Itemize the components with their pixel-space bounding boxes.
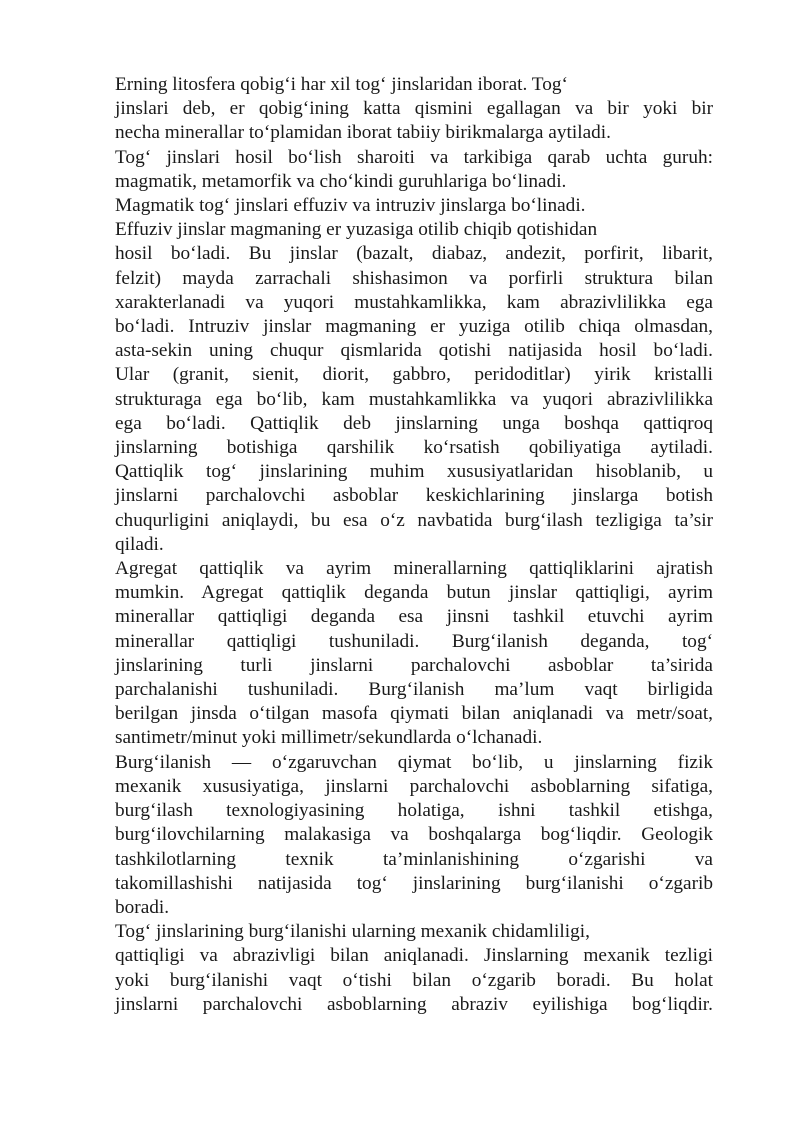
text-line: jinslarning botishiga qarshilik ko‘rsatish qobiliyatiga aytiladi. <box>115 437 713 459</box>
text-line: berilgan jinsda o‘tilgan masofa qiymati bilan aniqlanadi va metr/soat, <box>115 703 713 725</box>
text-line: takomillashishi natijasida tog‘ jinslarining burg‘ilanishi o‘zgarib <box>115 872 713 894</box>
text-line: burg‘ilovchilarning malakasiga va boshqalarga bog‘liqdir. Geologik <box>115 824 713 846</box>
text-line: santimetr/minut yoki millimetr/sekundlarda o‘lchanadi. <box>115 727 543 749</box>
text-line: bo‘ladi. Intruziv jinslar magmaning er yuziga otilib chiqa olmasdan, <box>115 316 713 338</box>
text-line: Tog‘ jinslari hosil bo‘lish sharoiti va tarkibiga qarab uchta guruh: <box>115 146 713 168</box>
text-line: jinslarni parchalovchi asboblar keskichlarining jinslarga botish <box>115 485 713 507</box>
text-line: qiladi. <box>115 533 164 555</box>
text-line: mumkin. Agregat qattiqlik deganda butun jinslar qattiqligi, ayrim <box>115 582 713 604</box>
text-line: tashkilotlarning texnik ta’minlanishining o‘zgarishi va <box>115 848 713 870</box>
text-line: hosil bo‘ladi. Bu jinslar (bazalt, diabaz, andezit, porfirit, libarit, <box>115 243 713 265</box>
text-line: yoki burg‘ilanishi vaqt o‘tishi bilan o‘zgarib boradi. Bu holat <box>115 969 713 991</box>
text-line: minerallar qattiqligi deganda esa jinsni tashkil etuvchi ayrim <box>115 606 713 628</box>
document-body <box>115 73 713 1017</box>
text-line: jinslarining turli jinslarni parchalovchi asboblar ta’sirida <box>115 654 713 676</box>
text-line: boradi. <box>115 896 170 918</box>
text-line: magmatik, metamorfik va cho‘kindi guruhlariga bo‘linadi. <box>115 170 567 192</box>
text-line: Effuziv jinslar magmaning er yuzasiga otilib chiqib qotishidan <box>115 219 598 241</box>
text-line: qattiqligi va abrazivligi bilan aniqlanadi. Jinslarning mexanik tezligi <box>115 945 713 967</box>
text-line: felzit) mayda zarrachali shishasimon va porfirli struktura bilan <box>115 267 713 289</box>
text-line: Ular (granit, sienit, diorit, gabbro, peridoditlar) yirik kristalli <box>115 364 713 386</box>
text-line: mexanik xususiyatiga, jinslarni parchalovchi asboblarning sifatiga, <box>115 775 713 797</box>
text-line: strukturaga ega bo‘lib, kam mustahkamlikka va yuqori abrazivlilikka <box>115 388 713 410</box>
text-line: Tog‘ jinslarining burg‘ilanishi ularning mexanik chidamliligi, <box>115 921 590 943</box>
text-line: jinslarni parchalovchi asboblarning abraziv eyilishiga bog‘liqdir. <box>115 993 713 1015</box>
text-line: necha minerallar to‘plamidan iborat tabiiy birikmalarga aytiladi. <box>115 122 611 144</box>
text-line: jinslari deb, er qobig‘ining katta qismini egallagan va bir yoki bir <box>115 98 713 120</box>
text-line: asta-sekin uning chuqur qismlarida qotishi natijasida hosil bo‘ladi. <box>115 340 713 362</box>
text-line: xarakterlanadi va yuqori mustahkamlikka, kam abrazivlilikka ega <box>115 291 713 313</box>
text-line: chuqurligini aniqlaydi, bu esa o‘z navbatida burg‘ilash tezligiga ta’sir <box>115 509 713 531</box>
text-line: Burg‘ilanish — o‘zgaruvchan qiymat bo‘lib, u jinslarning fizik <box>115 751 713 773</box>
text-line: minerallar qattiqligi tushuniladi. Burg‘ilanish deganda, tog‘ <box>115 630 713 652</box>
text-line: Agregat qattiqlik va ayrim minerallarning qattiqliklarini ajratish <box>115 558 713 580</box>
text-line: Erning litosfera qobig‘i har xil tog‘ jinslaridan iborat. Tog‘ <box>115 74 568 95</box>
text-line: burg‘ilash texnologiyasining holatiga, ishni tashkil etishga, <box>115 800 713 822</box>
document-page <box>115 73 713 1017</box>
text-line: Qattiqlik tog‘ jinslarining muhim xususiyatlaridan hisoblanib, u <box>115 461 713 483</box>
text-line: Magmatik tog‘ jinslari effuziv va intruziv jinslarga bo‘linadi. <box>115 195 586 217</box>
text-line: ega bo‘ladi. Qattiqlik deb jinslarning unga boshqa qattiqroq <box>115 412 713 434</box>
text-line: parchalanishi tushuniladi. Burg‘ilanish ma’lum vaqt birligida <box>115 679 713 701</box>
